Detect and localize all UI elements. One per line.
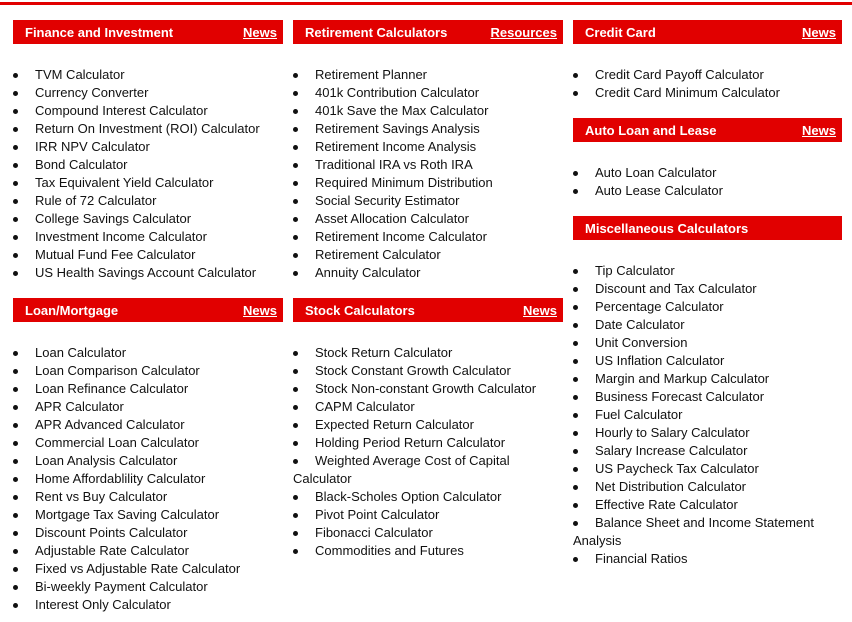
calculator-link[interactable]: Hourly to Salary Calculator — [595, 425, 750, 440]
list-item — [573, 406, 842, 424]
calculator-link[interactable]: Required Minimum Distribution — [315, 175, 493, 190]
list-item — [13, 66, 283, 84]
calculator-link[interactable]: Loan Calculator — [35, 345, 127, 360]
list-item — [13, 506, 283, 524]
calculator-link[interactable]: Retirement Savings Analysis — [315, 121, 480, 136]
calculator-link[interactable]: Stock Constant Growth Calculator — [315, 363, 511, 378]
calculator-link[interactable]: Home Affordablility Calculator — [35, 471, 206, 486]
calculator-link[interactable]: Stock Non-constant Growth Calculator — [315, 381, 537, 396]
calculator-link[interactable]: Bond Calculator — [35, 157, 128, 172]
calculator-link[interactable]: Fixed vs Adjustable Rate Calculator — [35, 561, 241, 576]
list-item — [293, 246, 563, 264]
news-link[interactable]: News — [802, 122, 836, 138]
calculator-link[interactable]: 401k Contribution Calculator — [315, 85, 480, 100]
calculator-link[interactable]: Investment Income Calculator — [35, 229, 207, 244]
list-item — [13, 434, 283, 452]
calculator-link[interactable]: Fuel Calculator — [595, 407, 683, 422]
news-link[interactable]: News — [802, 24, 836, 40]
calculator-link[interactable]: Discount Points Calculator — [35, 525, 188, 540]
list-item — [573, 262, 842, 280]
section-header — [573, 216, 842, 240]
list-item — [293, 506, 563, 524]
column-right — [573, 20, 842, 568]
list-item — [13, 210, 283, 228]
list-item — [13, 542, 283, 560]
list-item — [573, 442, 842, 460]
calculator-list — [573, 66, 842, 102]
calculator-link[interactable]: Traditional IRA vs Roth IRA — [315, 157, 473, 172]
calculator-link[interactable]: Loan Analysis Calculator — [35, 453, 178, 468]
calculator-list — [573, 164, 842, 200]
calculator-link-continuation[interactable]: Analysis — [573, 533, 622, 548]
section-header — [13, 298, 283, 322]
calculator-link[interactable]: 401k Save the Max Calculator — [315, 103, 489, 118]
calculator-link[interactable]: Retirement Calculator — [315, 247, 441, 262]
calculator-link[interactable]: Commercial Loan Calculator — [35, 435, 200, 450]
calculator-link[interactable]: Salary Increase Calculator — [595, 443, 748, 458]
calculator-list — [293, 66, 563, 282]
list-item — [293, 138, 563, 156]
list-item — [573, 460, 842, 478]
calculator-link[interactable]: Tax Equivalent Yield Calculator — [35, 175, 214, 190]
section-title: Finance and Investment — [25, 24, 174, 40]
list-item — [13, 246, 283, 264]
resources-link[interactable]: Resources — [490, 24, 557, 40]
column-left — [13, 20, 283, 614]
calculator-link[interactable]: Weighted Average Cost of Capital — [315, 453, 510, 468]
calculator-link[interactable]: Balance Sheet and Income Statement — [595, 515, 814, 530]
list-item — [573, 478, 842, 496]
news-link[interactable]: News — [523, 302, 557, 318]
list-item — [293, 174, 563, 192]
calculator-link[interactable]: Business Forecast Calculator — [595, 389, 765, 404]
list-item — [293, 264, 563, 282]
list-item — [13, 362, 283, 380]
calculator-list — [13, 344, 283, 614]
calculator-link[interactable]: Financial Ratios — [595, 551, 688, 566]
list-item — [293, 380, 563, 398]
section-miscellaneous-calculators — [573, 216, 842, 568]
list-item — [13, 380, 283, 398]
calculator-link[interactable]: Fibonacci Calculator — [315, 525, 433, 540]
calculator-link[interactable]: Interest Only Calculator — [35, 597, 171, 612]
list-item — [13, 452, 283, 470]
list-item — [293, 542, 563, 560]
list-item — [13, 560, 283, 578]
calculator-link[interactable]: Discount and Tax Calculator — [595, 281, 757, 296]
calculator-link[interactable]: Margin and Markup Calculator — [595, 371, 770, 386]
list-item — [573, 66, 842, 84]
section-header — [573, 20, 842, 44]
news-link[interactable]: News — [243, 302, 277, 318]
calculator-link[interactable]: Rent vs Buy Calculator — [35, 489, 168, 504]
calculator-link[interactable]: Stock Return Calculator — [315, 345, 453, 360]
section-title: Credit Card — [585, 24, 656, 40]
calculator-link[interactable]: Retirement Income Analysis — [315, 139, 477, 154]
list-item — [293, 84, 563, 102]
list-item — [13, 84, 283, 102]
calculator-link[interactable]: IRR NPV Calculator — [35, 139, 150, 154]
list-item — [293, 452, 563, 488]
section-title: Miscellaneous Calculators — [585, 220, 749, 236]
section-header — [13, 20, 283, 44]
list-item — [13, 264, 283, 282]
list-item — [293, 120, 563, 138]
list-item — [573, 280, 842, 298]
calculator-link[interactable]: US Health Savings Account Calculator — [35, 265, 257, 280]
section-finance-investment — [13, 20, 283, 282]
calculator-link[interactable]: TVM Calculator — [35, 67, 125, 82]
calculator-link[interactable]: Return On Investment (ROI) Calculator — [35, 121, 260, 136]
list-item — [573, 496, 842, 514]
list-item — [13, 192, 283, 210]
calculator-link[interactable]: Social Security Estimator — [315, 193, 460, 208]
calculator-link[interactable]: Rule of 72 Calculator — [35, 193, 157, 208]
section-retirement-calculators — [293, 20, 563, 282]
section-title: Loan/Mortgage — [25, 302, 119, 318]
list-item — [573, 370, 842, 388]
section-loan-mortgage — [13, 298, 283, 614]
calculator-link[interactable]: Expected Return Calculator — [315, 417, 474, 432]
news-link[interactable]: News — [243, 24, 277, 40]
list-item — [293, 362, 563, 380]
list-item — [573, 334, 842, 352]
calculator-link[interactable]: Mortgage Tax Saving Calculator — [35, 507, 220, 522]
calculator-link[interactable]: APR Advanced Calculator — [35, 417, 185, 432]
list-item — [293, 156, 563, 174]
list-item — [293, 524, 563, 542]
list-item — [573, 298, 842, 316]
calculator-link[interactable]: APR Calculator — [35, 399, 124, 414]
calculator-link[interactable]: Percentage Calculator — [595, 299, 724, 314]
list-item — [293, 434, 563, 452]
list-item — [573, 550, 842, 568]
calculator-link[interactable]: Black-Scholes Option Calculator — [315, 489, 502, 504]
calculator-link[interactable]: Credit Card Minimum Calculator — [595, 85, 780, 100]
calculator-link[interactable]: Effective Rate Calculator — [595, 497, 738, 512]
calculator-link[interactable]: Loan Refinance Calculator — [35, 381, 189, 396]
calculator-link[interactable]: Auto Lease Calculator — [595, 183, 723, 198]
list-item — [13, 174, 283, 192]
calculator-list — [13, 66, 283, 282]
list-item — [13, 138, 283, 156]
list-item — [293, 344, 563, 362]
calculator-link[interactable]: College Savings Calculator — [35, 211, 192, 226]
calculator-link[interactable]: US Paycheck Tax Calculator — [595, 461, 759, 476]
calculator-link[interactable]: Retirement Income Calculator — [315, 229, 487, 244]
calculator-link[interactable]: Pivot Point Calculator — [315, 507, 440, 522]
list-item — [13, 398, 283, 416]
calculator-link[interactable]: Holding Period Return Calculator — [315, 435, 506, 450]
list-item — [13, 416, 283, 434]
calculator-link[interactable]: Loan Comparison Calculator — [35, 363, 200, 378]
list-item — [293, 102, 563, 120]
list-item — [13, 488, 283, 506]
calculator-link[interactable]: Commodities and Futures — [315, 543, 464, 558]
list-item — [13, 102, 283, 120]
list-item — [573, 182, 842, 200]
calculator-link[interactable]: Currency Converter — [35, 85, 149, 100]
calculator-link[interactable]: Tip Calculator — [595, 263, 675, 278]
list-item — [13, 524, 283, 542]
list-item — [293, 66, 563, 84]
calculator-link[interactable]: Credit Card Payoff Calculator — [595, 67, 764, 82]
list-item — [293, 228, 563, 246]
section-title: Auto Loan and Lease — [585, 122, 717, 138]
calculator-link[interactable]: Bi-weekly Payment Calculator — [35, 579, 208, 594]
section-auto-loan-lease — [573, 118, 842, 200]
list-item — [13, 228, 283, 246]
list-item — [293, 398, 563, 416]
list-item — [13, 120, 283, 138]
list-item — [13, 578, 283, 596]
list-item — [573, 514, 842, 550]
calculator-link[interactable]: Retirement Planner — [315, 67, 427, 82]
list-item — [573, 164, 842, 182]
calculator-list — [573, 262, 842, 568]
list-item — [13, 156, 283, 174]
calculator-link[interactable]: US Inflation Calculator — [595, 353, 725, 368]
list-item — [293, 210, 563, 228]
section-stock-calculators — [293, 298, 563, 560]
list-item — [293, 416, 563, 434]
list-item — [293, 488, 563, 506]
list-item — [573, 352, 842, 370]
section-credit-card — [573, 20, 842, 102]
top-red-rule — [0, 2, 852, 5]
calculator-link[interactable]: CAPM Calculator — [315, 399, 415, 414]
section-title: Stock Calculators — [305, 302, 415, 318]
section-header — [573, 118, 842, 142]
calculator-list — [293, 344, 563, 560]
calculator-link[interactable]: Date Calculator — [595, 317, 685, 332]
calculator-link[interactable]: Adjustable Rate Calculator — [35, 543, 189, 558]
list-item — [13, 596, 283, 614]
list-item — [293, 192, 563, 210]
section-header — [293, 298, 563, 322]
calculator-link[interactable]: Compound Interest Calculator — [35, 103, 208, 118]
calculator-link[interactable]: Net Distribution Calculator — [595, 479, 747, 494]
section-header — [293, 20, 563, 44]
list-item — [13, 470, 283, 488]
calculator-link[interactable]: Auto Loan Calculator — [595, 165, 717, 180]
section-title: Retirement Calculators — [305, 24, 448, 40]
column-middle — [293, 20, 563, 560]
calculator-link-continuation[interactable]: Calculator — [293, 471, 352, 486]
list-item — [13, 344, 283, 362]
list-item — [573, 316, 842, 334]
list-item — [573, 84, 842, 102]
calculator-link[interactable]: Asset Allocation Calculator — [315, 211, 469, 226]
calculator-link[interactable]: Unit Conversion — [595, 335, 688, 350]
calculator-link[interactable]: Annuity Calculator — [315, 265, 421, 280]
calculator-link[interactable]: Mutual Fund Fee Calculator — [35, 247, 196, 262]
list-item — [573, 424, 842, 442]
list-item — [573, 388, 842, 406]
